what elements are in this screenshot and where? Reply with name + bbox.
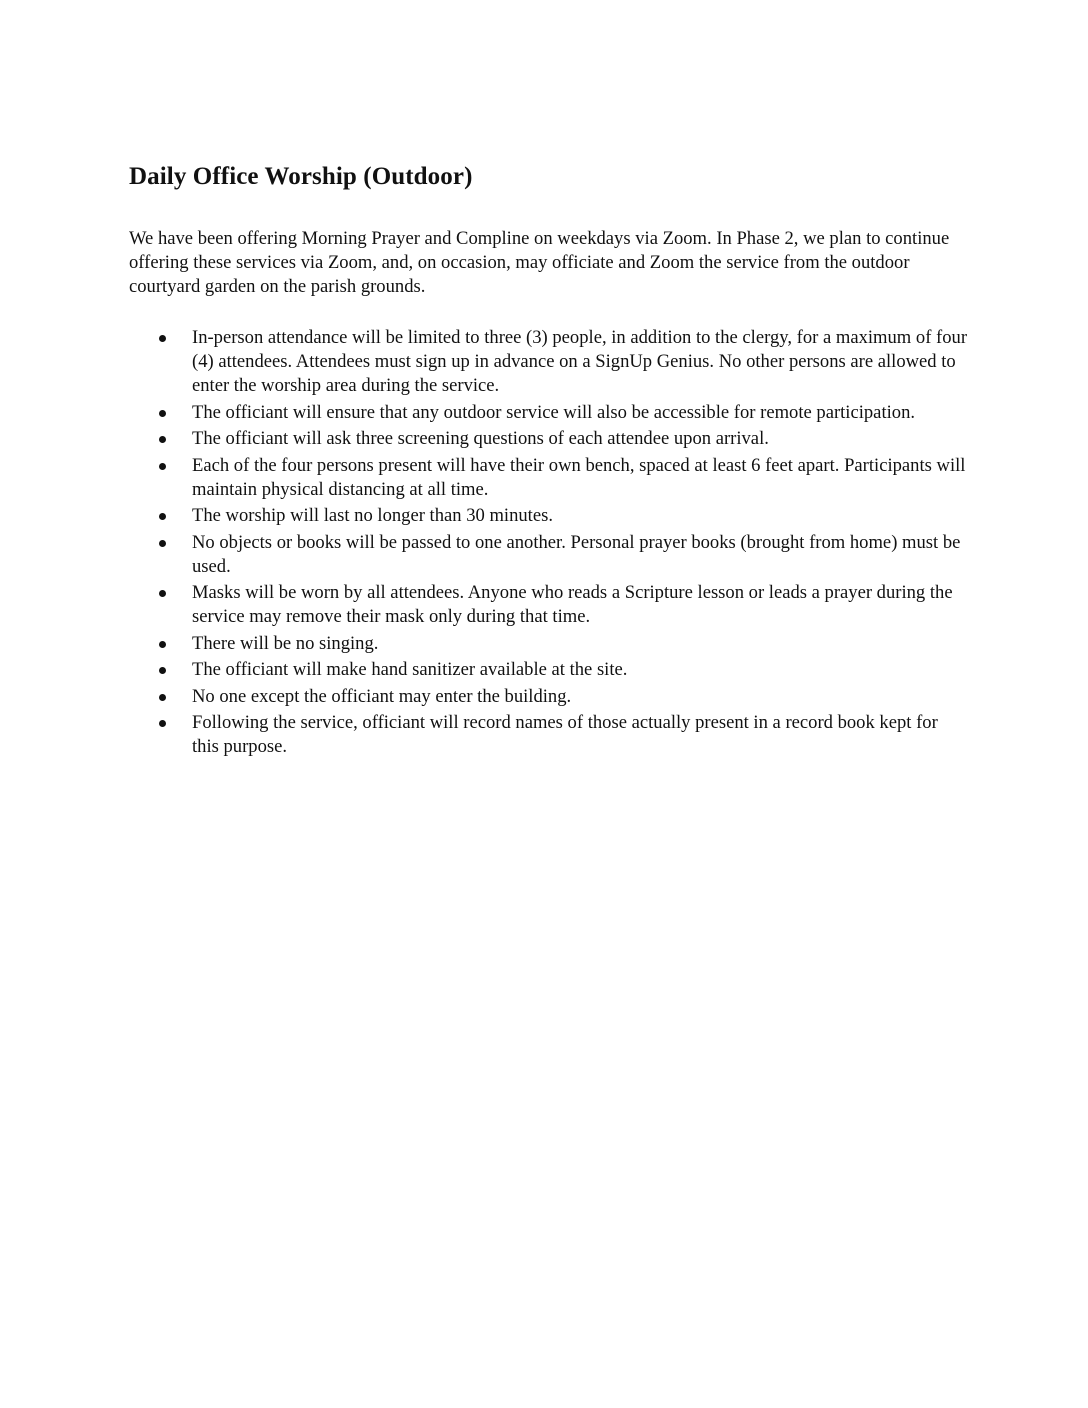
intro-paragraph: We have been offering Morning Prayer and Compline on weekdays via Zoom. In Phase 2, we plan to continue offering these services via Zoom, and, on occasion, may officiate and Zoom the service from the outdoor courtyard garden on the parish grounds. [129,228,950,297]
list-item-text: Each of the four persons present will have their own bench, spaced at least 6 feet apart. Participants will maintain physical distancing at all time. [192,454,966,500]
list-item [129,531,969,579]
bullet-icon [159,590,166,597]
bullet-icon [159,335,166,342]
list-item [129,685,969,709]
list-item [129,401,969,425]
list-item-text: The officiant will ensure that any outdoor service will also be accessible for remote participation. [192,401,916,423]
list-item-text: Following the service, officiant will record names of those actually present in a record book kept for this purpose. [192,712,938,757]
list-item [129,632,969,656]
bullet-icon [159,694,166,701]
list-item-text: The officiant will ask three screening questions of each attendee upon arrival. [192,428,769,449]
bullet-icon [159,667,166,674]
bullet-icon [159,513,166,520]
list-item [129,658,969,682]
list-item-text: No one except the officiant may enter the building. [192,685,572,707]
list-item [129,454,969,502]
bullet-icon [159,463,166,470]
list-item [129,711,969,759]
list-item [129,326,969,398]
list-item-text: In-person attendance will be limited to three (3) people, in addition to the clergy, for a maximum of four (4) attendees. Attendees must sign up in advance on a SignUp Genius. No other persons are allowed to enter the worship area during the service. [192,327,968,396]
bullet-icon [159,720,166,727]
bullet-icon [159,436,166,443]
list-item [129,581,969,629]
list-item [129,504,969,528]
list-item-text: The officiant will make hand sanitizer available at the site. [192,659,628,680]
list-item-text: Masks will be worn by all attendees. Anyone who reads a Scripture lesson or leads a prayer during the service may remove their mask only during that time. [192,582,953,627]
document-title: Daily Office Worship (Outdoor) [129,163,473,190]
list-item-text: There will be no singing. [192,632,379,654]
list-item-text: The worship will last no longer than 30 minutes. [192,505,553,526]
document-content [129,160,969,762]
bullet-icon [159,410,166,417]
bullet-icon [159,641,166,648]
rules-list [129,326,969,759]
bullet-icon [159,540,166,547]
list-item [129,427,969,451]
list-item-text: No objects or books will be passed to one another. Personal prayer books (brought from home) must be used. [192,531,961,577]
